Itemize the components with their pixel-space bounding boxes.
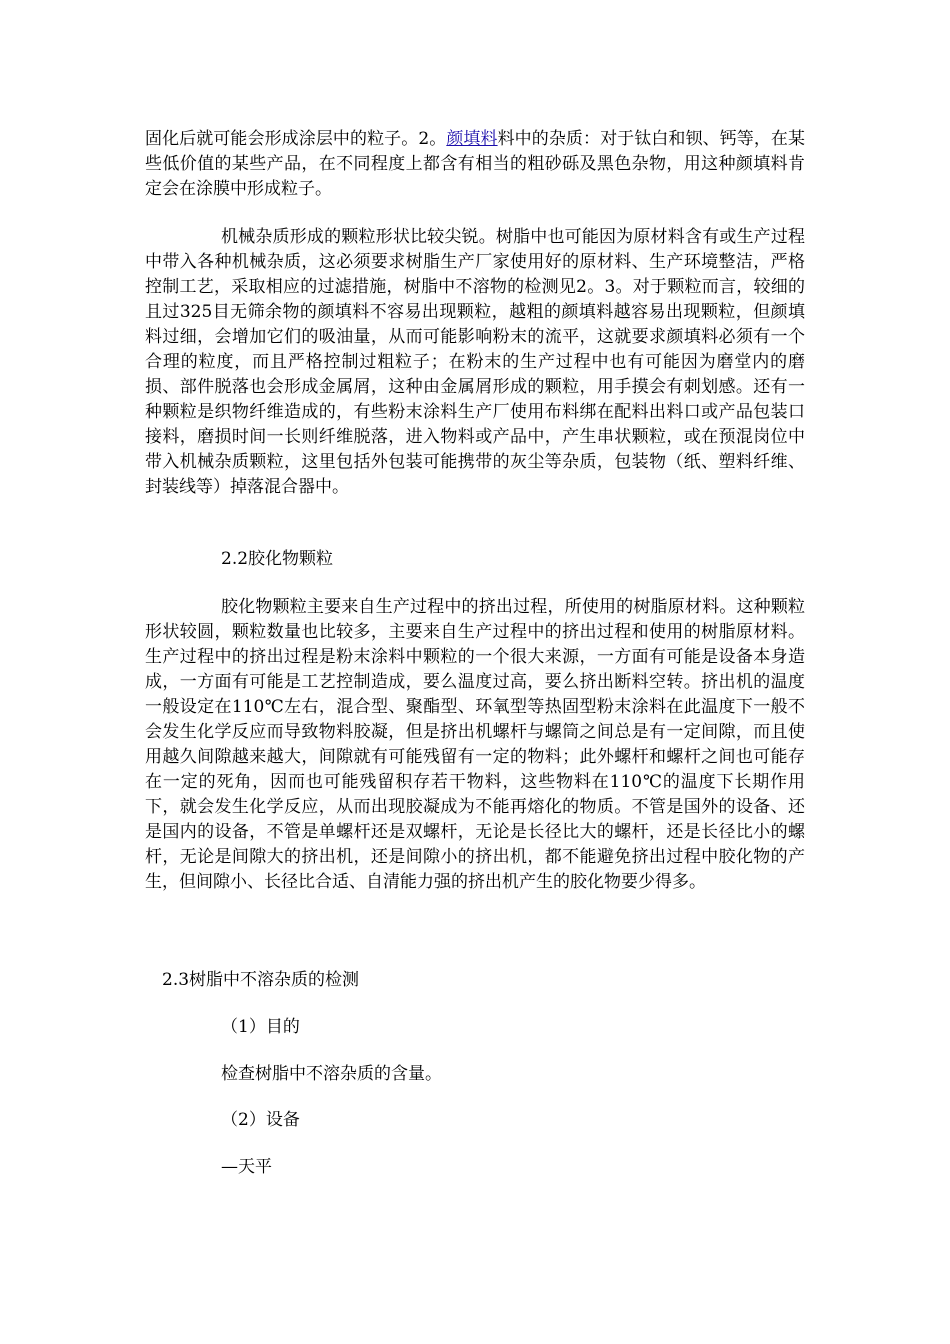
list-item-balance: —天平 (221, 1157, 272, 1177)
heading-gel-particles: 2.2胶化物颗粒 (221, 549, 334, 569)
paragraph-particles-continued (145, 127, 805, 202)
heading-equipment: （2）设备 (221, 1110, 300, 1130)
heading-insoluble-test: 2.3树脂中不溶杂质的检测 (162, 970, 360, 990)
pigment-filler-link[interactable]: 颜填料 (446, 129, 498, 149)
paragraph-gel-particles: 胶化物颗粒主要来自生产过程中的挤出过程，所使用的树脂原材料。这种颗粒形状较圆，颗粒数量也比较多，主要来自生产过程中的挤出过程和使用的树脂原材料。生产过程中的挤出过程是粉末涂料中颗粒的一个很大来源，一方面有可能是设备本身造成，一方面有可能是工艺控制造成，要么温度过高，要么挤出断料空转。挤出机的温度一般设定在110℃左右，混合型、聚酯型、环氧型等热固型粉末涂料在此温度下一般不会发生化学反应而导致物料胶凝，但是挤出机螺杆与螺筒之间总是有一定间隙，而且使用越久间隙越来越大，间隙就有可能残留有一定的物料；此外螺杆和螺杆之间也可能存在一定的死角，因而也可能残留积存若干物料，这些物料在110℃的温度下长期作用下，就会发生化学反应，从而出现胶凝成为不能再熔化的物质。不管是国外的设备、还是国内的设备，不管是单螺杆还是双螺杆，无论是长径比大的螺杆，还是长径比小的螺杆，无论是间隙大的挤出机，还是间隙小的挤出机，都不能避免挤出过程中胶化物的产生，但间隙小、长径比合适、自清能力强的挤出机产生的胶化物要少得多。 (145, 597, 805, 892)
text-segment: 固化后就可能会形成涂层中的粒子。2。 (145, 129, 447, 149)
paragraph-mechanical-impurities: 机械杂质形成的颗粒形状比较尖锐。树脂中也可能因为原材料含有或生产过程中带入各种机械杂质，这必须要求树脂生产厂家使用好的原材料、生产环境整洁，严格控制工艺，采取相应的过滤措施，树脂中不溶物的检测见2。3。对于颗粒而言，较细的且过325目无筛余物的颜填料不容易出现颗粒，越粗的颜填料越容易出现颗粒，但颜填料过细，会增加它们的吸油量，从而可能影响粉末的流平，这就要求颜填料必须有一个合理的粒度，而且严格控制过粗粒子；在粉末的生产过程中也有可能因为磨堂内的磨损、部件脱落也会形成金属屑，这种由金属屑形成的颗粒，用手摸会有刺划感。还有一种颗粒是织物纤维造成的，有些粉末涂料生产厂使用布料绑在配料出料口或产品包装口接料，磨损时间一长则纤维脱落，进入物料或产品中，产生串状颗粒，或在预混岗位中带入机械杂质颗粒，这里包括外包装可能携带的灰尘等杂质，包装物（纸、塑料纤维、封装线等）掉落混合器中。 (145, 227, 805, 497)
heading-purpose: （1）目的 (221, 1017, 300, 1037)
text-segment: 料中的杂质：对于钛白和钡、钙等，在某些低价值的某些产品，在不同程度上都含有相当的粗砂砾及黑色杂物，用这种颜填料肯定会在涂膜中形成粒子。 (145, 129, 806, 199)
paragraph-purpose: 检查树脂中不溶杂质的含量。 (221, 1064, 442, 1084)
